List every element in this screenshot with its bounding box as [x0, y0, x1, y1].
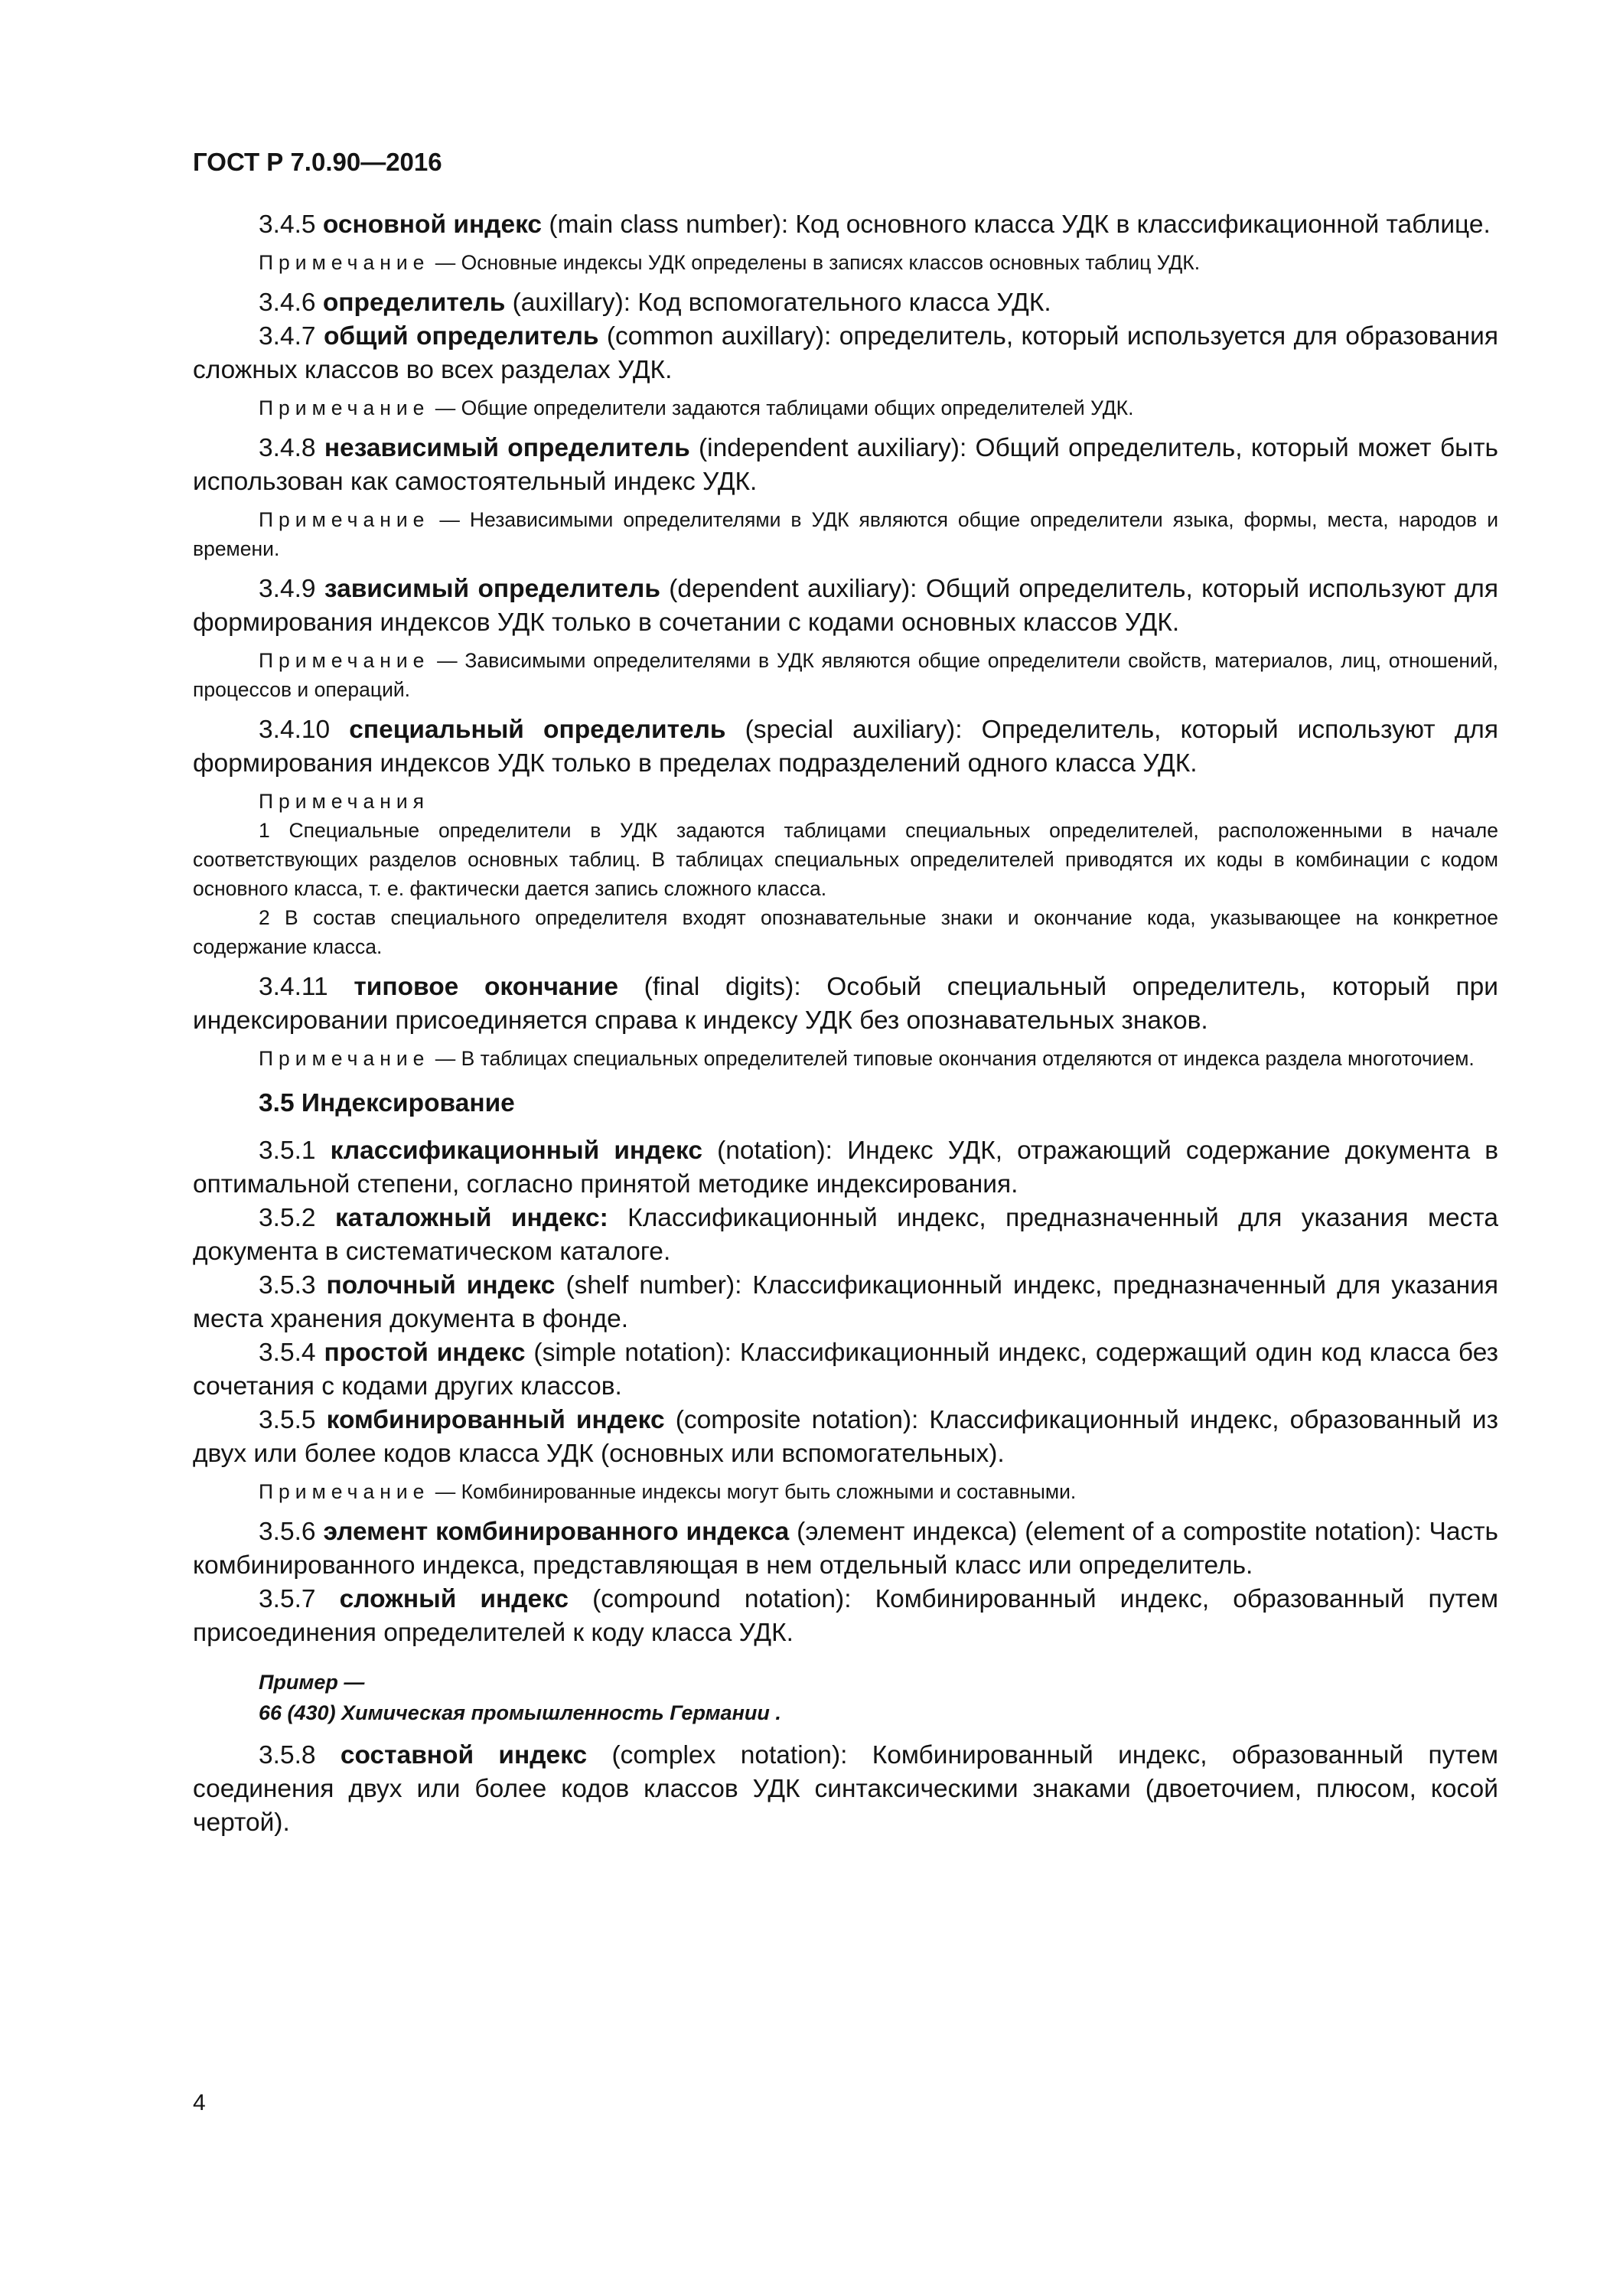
example-text: 66 (430) Химическая промышленность Германии .	[259, 1701, 781, 1724]
definition-3-5-8	[193, 1739, 1498, 1840]
example-block	[193, 1667, 1498, 1728]
definition-term: зависимый определитель	[324, 575, 660, 603]
page-number: 4	[193, 2090, 206, 2115]
definition-number: 3.5.8	[259, 1741, 316, 1769]
note-label: Примечание	[259, 1047, 430, 1070]
definition-term: каталожный индекс:	[334, 1204, 608, 1232]
definition-text: (final digits): Особый специальный определитель, который при индексировании присоединяется справа к индексу УДК без опознавательных знаков.	[193, 973, 1499, 1035]
definition-3-4-7	[193, 320, 1498, 387]
definition-number: 3.4.5	[259, 210, 316, 239]
definition-term: составной индекс	[340, 1741, 588, 1769]
note-text: — Зависимыми определителями в УДК являются общие определители свойств, материалов, лиц, отношений, процессов и операций.	[193, 649, 1498, 701]
definition-number: 3.5.2	[259, 1204, 316, 1232]
definition-text: (notation): Индекс УДК, отражающий содержание документа в оптимальной степени, согласно принятой методике индексирования.	[193, 1137, 1498, 1199]
note-3-4-5	[193, 248, 1498, 277]
document-header: ГОСТ Р 7.0.90—2016	[193, 148, 442, 176]
definition-number: 3.4.7	[259, 322, 316, 351]
example-label: Пример —	[259, 1671, 365, 1694]
definition-number: 3.4.11	[259, 973, 328, 1001]
definition-number: 3.5.7	[259, 1585, 316, 1613]
definition-3-4-6	[193, 286, 1498, 320]
definition-term: простой индекс	[324, 1339, 526, 1367]
definition-term: классификационный индекс	[330, 1137, 703, 1165]
document-page	[193, 145, 1498, 1840]
note-3-4-7	[193, 393, 1498, 422]
note-item-1: 1 Специальные определители в УДК задаются таблицами специальных определителей, расположенными в начале соответствующих разделов основных таблиц. В таблицах специальных определителей приводятся их коды в комбинации с кодом основного класса, т. е. фактически дается запись сложного класса.	[193, 819, 1498, 900]
definition-3-4-9	[193, 572, 1498, 640]
definition-number: 3.5.6	[259, 1518, 316, 1546]
note-3-4-8	[193, 505, 1498, 563]
definition-number: 3.5.4	[259, 1339, 316, 1367]
definition-number: 3.4.10	[259, 716, 331, 744]
definition-3-4-10	[193, 713, 1498, 781]
definition-text: (independent auxiliary): Общий определитель, который может быть использован как самостоятельный индекс УДК.	[193, 434, 1499, 496]
definition-text: Классификационный индекс, предназначенный для указания места документа в систематическом каталоге.	[193, 1204, 1498, 1266]
definition-3-4-5	[193, 208, 1498, 242]
definition-term: независимый определитель	[324, 434, 690, 462]
definition-3-5-6	[193, 1515, 1498, 1583]
note-item-2: 2 В состав специального определителя входят опознавательные знаки и окончание кода, указывающее на конкретное содержание класса.	[193, 906, 1498, 958]
definition-3-5-3	[193, 1269, 1498, 1336]
definition-text: (composite notation): Классификационный индекс, образованный из двух или более кодов класса УДК (основных или вспомогательных).	[193, 1406, 1498, 1468]
definition-term: полочный индекс	[326, 1271, 556, 1300]
definition-term: комбинированный индекс	[326, 1406, 665, 1434]
definition-number: 3.4.9	[259, 575, 316, 603]
notes-label: Примечания	[259, 790, 429, 813]
definition-text: (special auxiliary): Определитель, который используют для формирования индексов УДК только в пределах подразделений одного класса УДК.	[193, 716, 1498, 778]
definition-text: (shelf number): Классификационный индекс, предназначенный для указания места хранения документа в фонде.	[193, 1271, 1499, 1333]
note-text: — Общие определители задаются таблицами общих определителей УДК.	[429, 396, 1134, 419]
definition-3-5-7	[193, 1583, 1498, 1650]
definition-number: 3.5.1	[259, 1137, 316, 1165]
note-label: Примечание	[259, 649, 430, 672]
definition-number: 3.5.3	[259, 1271, 316, 1300]
definition-number: 3.4.8	[259, 434, 316, 462]
definition-number: 3.5.5	[259, 1406, 316, 1434]
note-label: Примечание	[259, 508, 430, 531]
definition-3-5-2	[193, 1202, 1498, 1269]
definition-3-4-8	[193, 432, 1498, 499]
note-text: — Независимыми определителями в УДК являются общие определители языка, формы, места, народов и времени.	[193, 508, 1498, 560]
definition-text: (main class number): Код основного класса УДК в классификационной таблице.	[542, 210, 1491, 239]
definition-term: основной индекс	[322, 210, 543, 239]
definition-text: (common auxillary): определитель, который используется для образования сложных классов во всех разделах УДК.	[193, 322, 1498, 384]
definition-text: (auxillary): Код вспомогательного класса УДК.	[505, 289, 1051, 317]
definition-term: элемент комбинированного индекса	[323, 1518, 790, 1546]
definition-number: 3.4.6	[259, 289, 316, 317]
note-3-4-9	[193, 646, 1498, 704]
note-label: Примечание	[259, 396, 430, 419]
definition-text: (complex notation): Комбинированный индекс, образованный путем соединения двух или более кодов классов УДК синтаксическими знаками (двоеточием, плюсом, косой чертой).	[193, 1741, 1498, 1837]
definition-term: специальный определитель	[349, 716, 726, 744]
definition-term: сложный индекс	[339, 1585, 569, 1613]
definition-term: типовое окончание	[354, 973, 618, 1001]
note-label: Примечание	[259, 251, 430, 274]
section-heading-3-5: 3.5 Индексирование	[259, 1089, 515, 1117]
note-3-5-5	[193, 1477, 1498, 1506]
note-text: — Основные индексы УДК определены в записях классов основных таблиц УДК.	[429, 251, 1201, 274]
definition-term: определитель	[322, 289, 506, 317]
note-text: — Комбинированные индексы могут быть сложными и составными.	[429, 1480, 1077, 1503]
definition-text: (compound notation): Комбинированный индекс, образованный путем присоединения определителей к коду класса УДК.	[193, 1585, 1499, 1647]
definition-3-5-4	[193, 1336, 1498, 1404]
note-label: Примечание	[259, 1480, 430, 1503]
note-text: — В таблицах специальных определителей типовые окончания отделяются от индекса раздела многоточием.	[429, 1047, 1475, 1070]
definition-text: (simple notation): Классификационный индекс, содержащий один код класса без сочетания с кодами других классов.	[193, 1339, 1499, 1401]
definition-3-4-11	[193, 970, 1498, 1038]
definition-text: (dependent auxiliary): Общий определитель, который используют для формирования индексов УДК только в сочетании с кодами основных классов УДК.	[193, 575, 1498, 637]
definition-3-5-1	[193, 1134, 1498, 1202]
definition-term: общий определитель	[323, 322, 599, 351]
note-3-4-11	[193, 1044, 1498, 1073]
definition-text: (элемент индекса) (element of a compostite notation): Часть комбинированного индекса, представляющая в нем отдельный класс или определитель.	[193, 1518, 1498, 1580]
definition-3-5-5	[193, 1404, 1498, 1471]
